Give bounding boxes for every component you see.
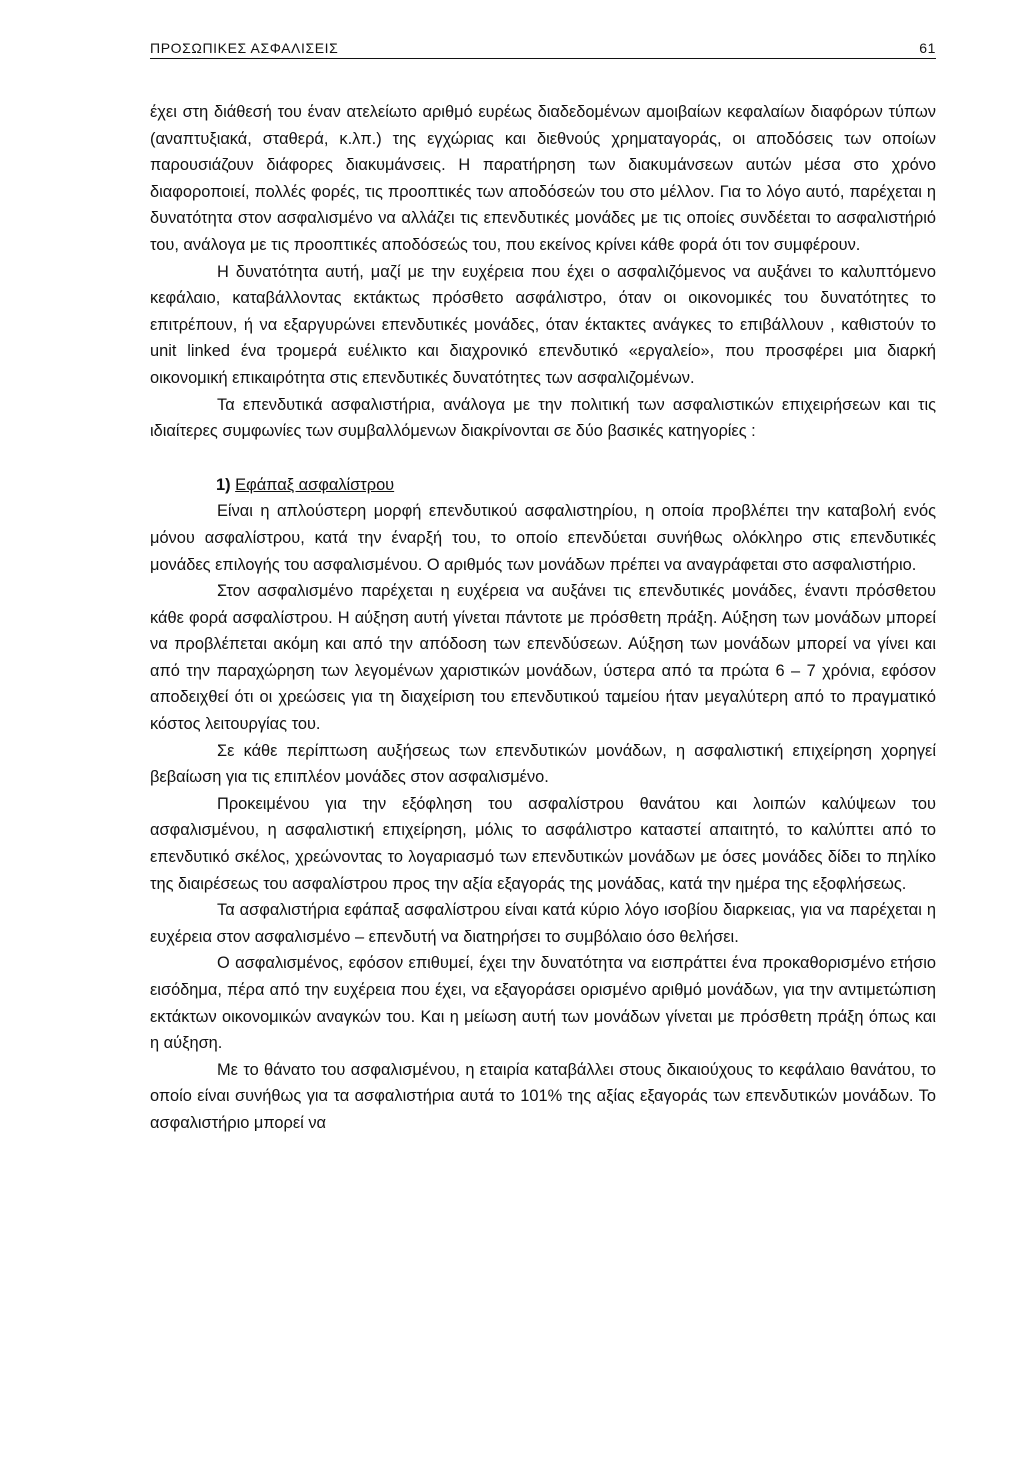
section-number: 1) [216,475,231,494]
paragraph: Με το θάνατο του ασφαλισμένου, η εταιρία καταβάλλει στους δικαιούχους το κεφάλαιο θανάτου, το οποίο είναι συνήθως για τα ασφαλιστήρια αυτά το 101% της αξίας εξαγοράς των επενδυτικών μονάδων. Το ασφαλιστήριο μπορεί να [150,1060,936,1132]
running-header [150,0,936,59]
paragraph: Τα ασφαλιστήρια εφάπαξ ασφαλίστρου είναι κατά κύριο λόγο ισοβίου διαρκειας, για να παρέχεται η ευχέρεια στον ασφαλισμένο – επενδυτή να διατηρήσει το συμβόλαιο όσο θελήσει. [150,901,936,946]
paragraph: Σε κάθε περίπτωση αυξήσεως των επενδυτικών μονάδων, η ασφαλιστική επιχείρηση χορηγεί βεβαίωση για τις επιπλέον μονάδες στον ασφαλισμένο. [150,741,936,787]
paragraph: Είναι η απλούστερη μορφή επενδυτικού ασφαλιστηρίου, η οποία προβλέπει την καταβολή ενός μόνου ασφαλίστρου, κατά την έναρξή του, το οποίο επενδύεται συνήθως ολόκληρο στις επενδυτικές μονάδες επιλογής του ασφαλισμένου. Ο αριθμός των μονάδων πρέπει να αναγράφεται στο ασφαλιστήριο. [150,502,936,574]
paragraph: Ο ασφαλισμένος, εφόσον επιθυμεί, έχει την δυνατότητα να εισπράττει ένα προκαθορισμένο ετήσιο εισόδημα, πέρα από την ευχέρεια που έχει, να εξαγοράσει ορισμένο αριθμό μονάδων, για την αντιμετώπιση εκτάκτων οικονομικών αναγκών του. Και η μείωση αυτή των μονάδων γίνεται με πρόσθετη πράξη όπως και η αύξηση. [150,954,936,1053]
body-text [150,99,936,1137]
section-title: Εφάπαξ ασφαλίστρου [235,475,395,494]
page-number: 61 [919,40,936,56]
paragraph: Η δυνατότητα αυτή, μαζί με την ευχέρεια που έχει ο ασφαλιζόμενος να αυξάνει το καλυπτόμενο κεφάλαιο, καταβάλλοντας εκτάκτως πρόσθετο ασφάλιστρο, όταν οι οικονομικές του δυνατότητες το επιτρέπουν, ή να εξαργυρώνει επενδυτικές μονάδες, όταν έκτακτες ανάγκες το επιβάλλουν , καθιστούν το unit linked ένα τρομερά ευέλικτο και διαχρονικό επενδυτικό «εργαλείο», που προσφέρει μια διαρκή οικονομική επικαιρότητα στις επενδυτικές δυνατότητες των ασφαλιζομένων. [150,262,936,387]
paragraph: έχει στη διάθεσή του έναν ατελείωτο αριθμό ευρέως διαδεδομένων αμοιβαίων κεφαλαίων διαφόρων τύπων (αναπτυξιακά, σταθερά, κ.λπ.) της εγχώριας και διεθνούς χρηματαγοράς, οι αποδόσεις των οποίων παρουσιάζουν διάφορες διακυμάνσεις. Η παρατήρηση των διακυμάνσεων αυτών μέσα στο χρόνο διαφοροποιεί, πολλές φορές, τις προοπτικές των αποδόσεών του στο μέλλον. Για το λόγο αυτό, παρέχεται η δυνατότητα στον ασφαλισμένο να αλλάζει τις επενδυτικές μονάδες με τις οποίες συνδέεται το ασφαλιστήριό του, ανάλογα με τις προοπτικές αποδόσεώς του, που εκείνος κρίνει κάθε φορά ότι τον συμφέρουν. [150,103,936,254]
paragraph: Τα επενδυτικά ασφαλιστήρια, ανάλογα με την πολιτική των ασφαλιστικών επιχειρήσεων και τις ιδιαίτερες συμφωνίες των συμβαλλόμενων διακρίνονται σε δύο βασικές κατηγορίες : [150,395,936,441]
running-header-title: ΠΡΟΣΩΠΙΚΕΣ ΑΣΦΑΛΙΣΕΙΣ [150,40,339,56]
paragraph: Προκειμένου για την εξόφληση του ασφαλίστρου θανάτου και λοιπών καλύψεων του ασφαλισμένου, η ασφαλιστική επιχείρηση, μόλις το ασφάλιστρο καταστεί απαιτητό, το καλύπτει από το επενδυτικό σκέλος, χρεώνοντας το λογαριασμό των επενδυτικών μονάδων με όσες μονάδες δίδει το πηλίκο της διαιρέσεως του ασφαλίστρου προς την αξία εξαγοράς της μονάδας, κατά την ημέρα της εξοφλήσεως. [150,794,936,893]
section-heading [150,472,936,499]
paragraph: Στον ασφαλισμένο παρέχεται η ευχέρεια να αυξάνει τις επενδυτικές μονάδες, έναντι πρόσθετου κάθε φορά ασφαλίστρου. Η αύξηση αυτή γίνεται πάντοτε με πρόσθετη πράξη. Αύξηση των μονάδων μπορεί να προβλέπεται ακόμη και από την απόδοση των επενδύσεων. Αύξηση των μονάδων μπορεί να γίνει και από την παραχώρηση των λεγομένων χαριστικών μονάδων, ύστερα από τα πρώτα 6 – 7 χρόνια, εφόσον αποδειχθεί ότι οι χρεώσεις για τη διαχείριση του επενδυτικού ταμείου ήταν μεγαλύτερη από το πραγματικό κόστος λειτουργίας του. [150,582,936,734]
